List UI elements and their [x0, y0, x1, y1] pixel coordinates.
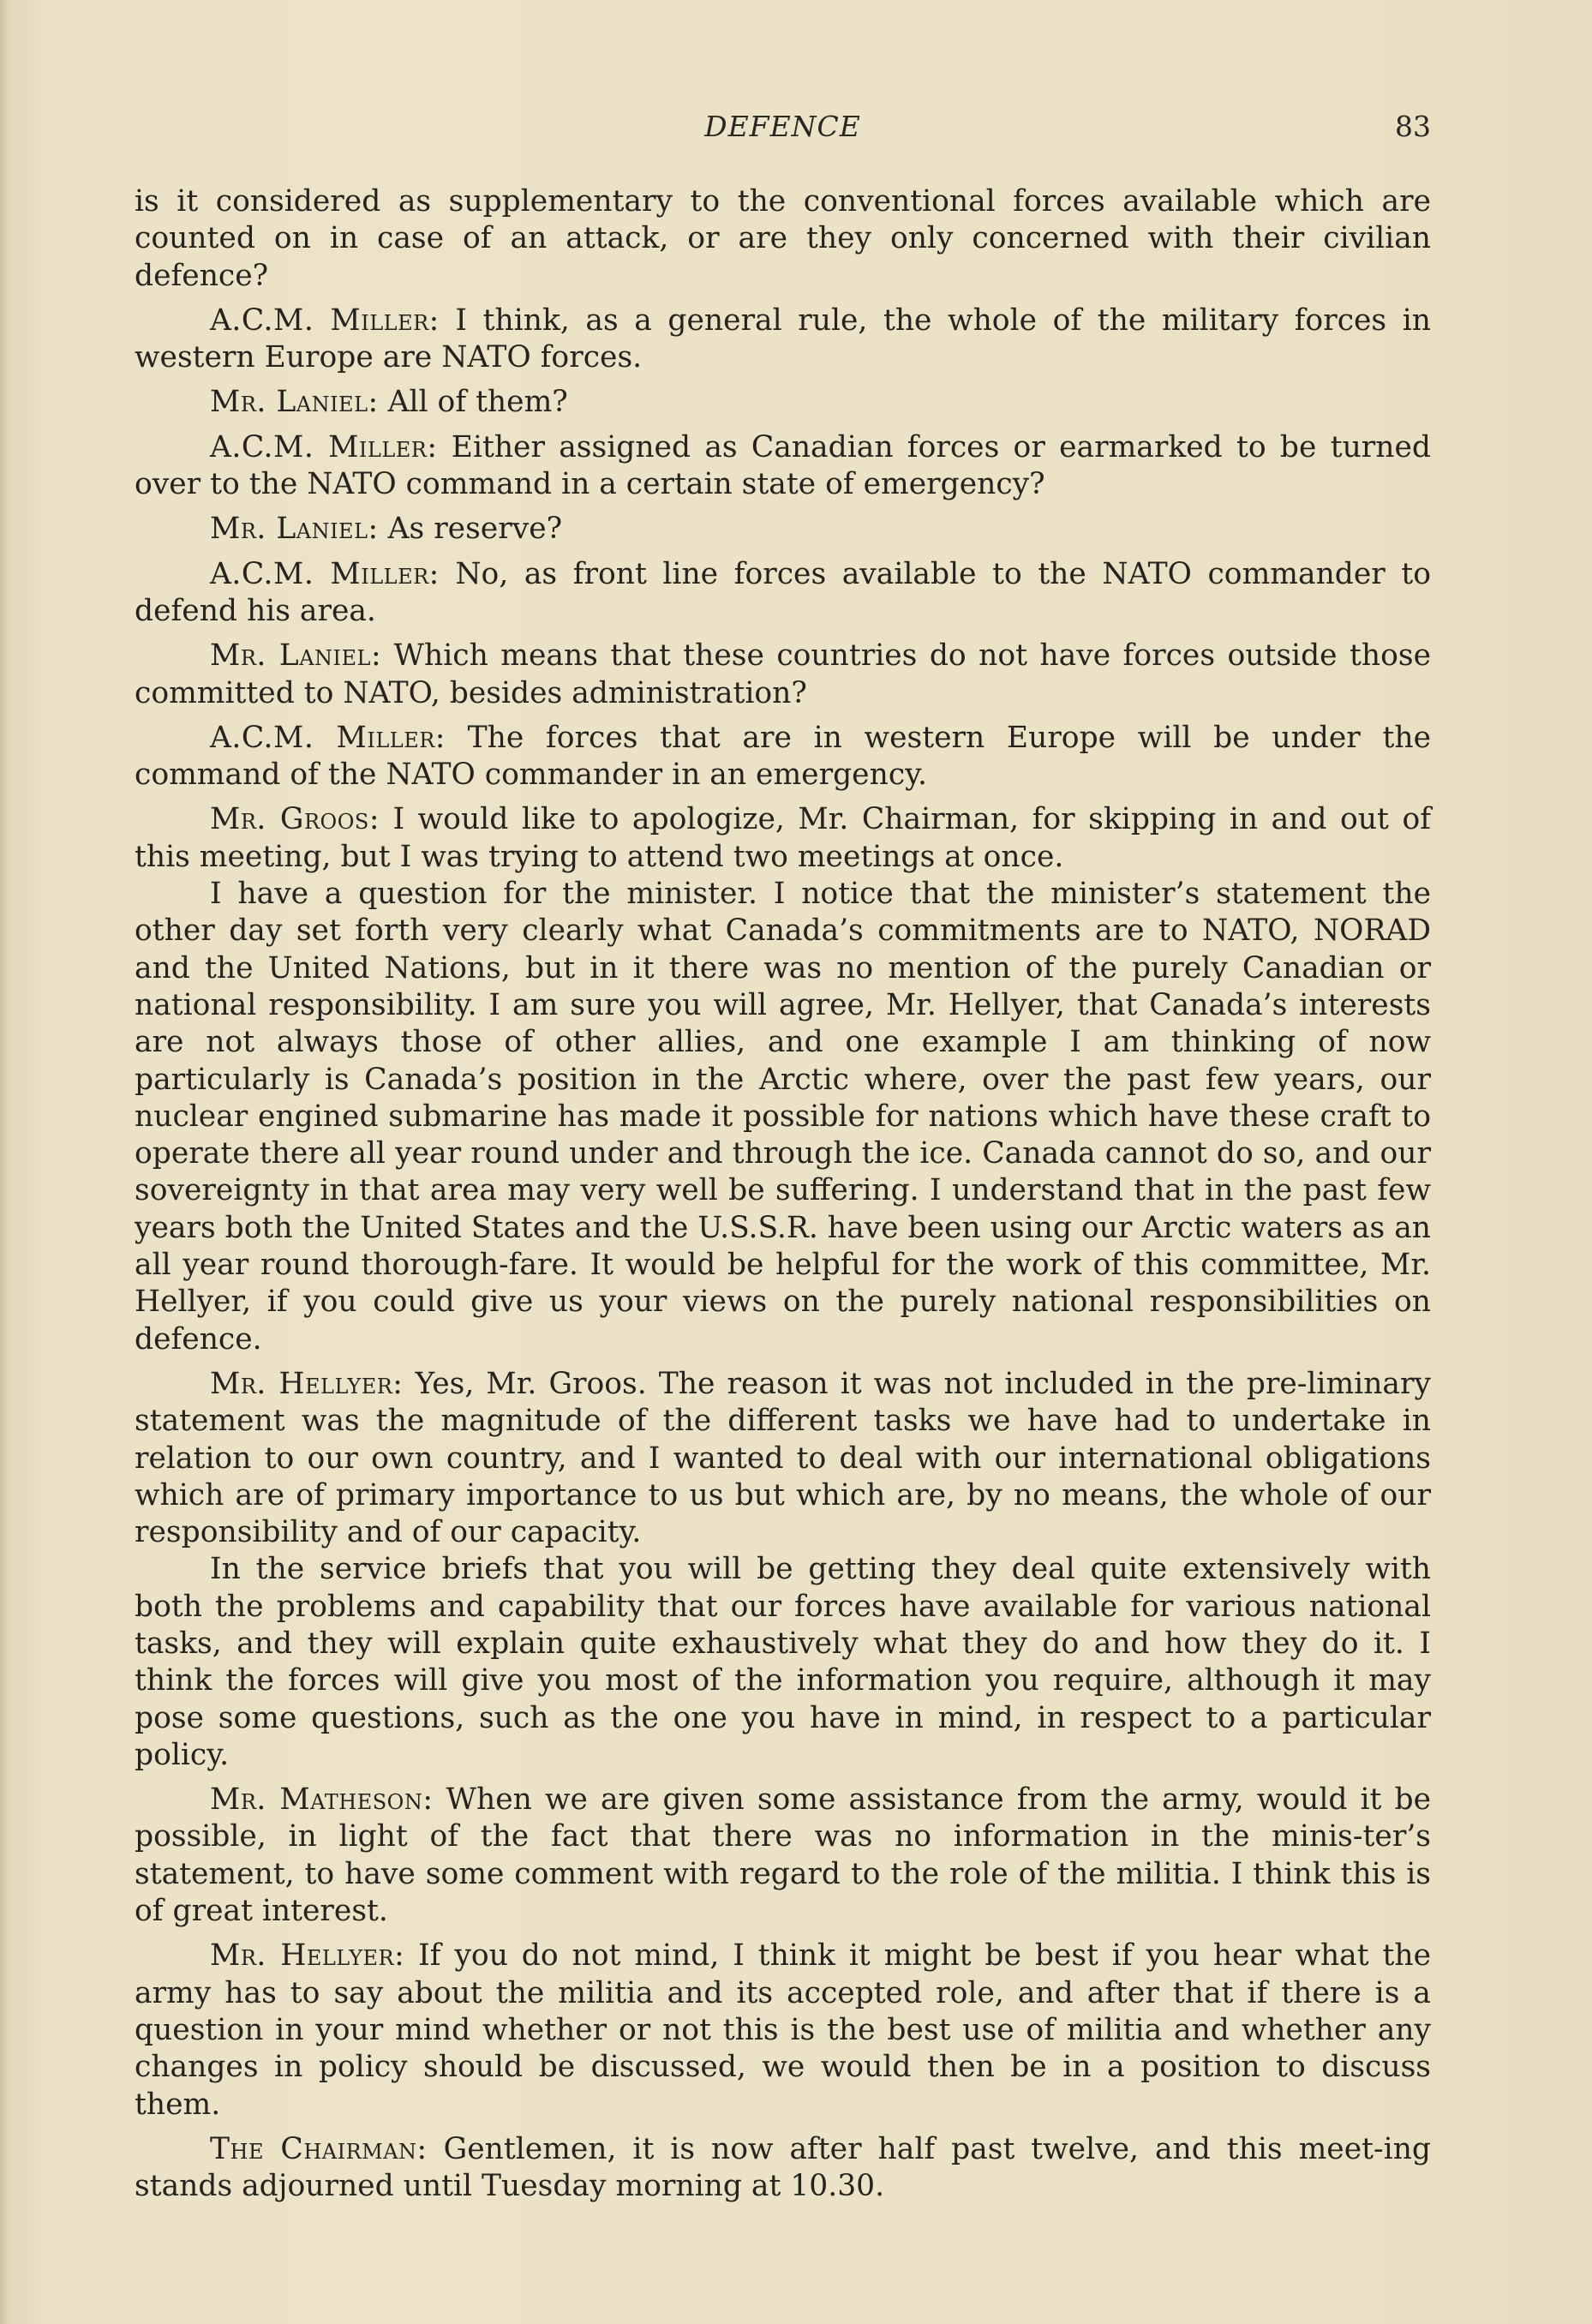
paragraph-text: I think, as a general rule, the whole of the military forces in western Europe are NATO forces. — [135, 302, 1431, 375]
body-text — [135, 183, 1431, 2213]
paragraph-text: All of them? — [378, 385, 568, 420]
speaker-name: A.C.M. Miller: — [210, 720, 446, 755]
page-binding-edge — [0, 0, 9, 2324]
speaker-name: A.C.M. Miller: — [210, 556, 440, 591]
speaker-name: Mr. Hellyer: — [210, 1366, 404, 1401]
paragraph-text: In the service briefs that you will be getting they deal quite extensively with both the problems and capability that our forces have available for various national tasks, and they will explain quite exhaustively what they do and how they do it. I think the forces will give you most of the information you require, although it may pose some questions, such as the one you have in mind, in respect to a particular policy. — [135, 1552, 1431, 1772]
paragraph-text: No, as front line forces available to the NATO commander to defend his area. — [135, 556, 1431, 628]
page-number: 83 — [1395, 110, 1431, 143]
paragraph-text: Which means that these countries do not have forces outside those committed to NATO, besides administration? — [135, 638, 1431, 710]
paragraph — [135, 2131, 1431, 2206]
paragraph-text: Yes, Mr. Groos. The reason it was not included in the pre-liminary statement was the magnitude of the different tasks we have had to undertake in relation to our own country, and I wanted to deal with our international obligations which are of primary importance to us but which are, by no means, the whole of our responsibility and of our capacity. — [135, 1366, 1431, 1550]
paragraph-text: When we are given some assistance from the army, would it be possible, in light of the fact that there was no information in the minis-ter’s statement, to have some comment with regard to the role of the militia. I think this is of great interest. — [135, 1782, 1431, 1929]
speaker-name: The Chairman: — [210, 2131, 428, 2166]
paragraph — [135, 1782, 1431, 1930]
speaker-name: A.C.M. Miller: — [210, 302, 440, 338]
paragraph-text: Either assigned as Canadian forces or earmarked to be turned over to the NATO command in a certain state of emergency? — [135, 429, 1431, 502]
paragraph — [135, 302, 1431, 377]
paragraph — [135, 720, 1431, 794]
paragraph — [135, 801, 1431, 876]
paragraph-text: I would like to apologize, Mr. Chairman, for skipping in and out of this meeting, but I was trying to attend two meetings at once. — [135, 802, 1431, 874]
paragraph — [135, 638, 1431, 712]
speaker-name: A.C.M. Miller: — [210, 429, 438, 464]
speaker-name: Mr. Groos: — [210, 802, 380, 837]
page-header — [135, 110, 1431, 151]
paragraph — [135, 384, 1431, 421]
paragraph-text: As reserve? — [378, 512, 563, 547]
paragraph-text: If you do not mind, I think it might be best if you hear what the army has to say about the militia and its accepted role, and after that if there is a question in your mind whether or not this is the best use of militia and whether any changes in policy should be discussed, we would then be in a position to discuss them. — [135, 1938, 1431, 2122]
paragraph — [135, 556, 1431, 631]
paragraph — [135, 1551, 1431, 1774]
speaker-name: Mr. Laniel: — [210, 512, 379, 547]
paragraph-text: I have a question for the minister. I notice that the minister’s statement the other day set forth very clearly what Canada’s commitments are to NATO, NORAD and the United Nations, but in it there was no mention of the purely Canadian or national responsibility. I am sure you will agree, Mr. Hellyer, that Canada’s interests are not always those of other allies, and one example I am thinking of now particularly is Canada’s position in the Arctic where, over the past few years, our nuclear engined submarine has made it possible for nations which have these craft to operate there all year round under and through the ice. Canada cannot do so, and our sovereignty in that area may very well be suffering. I understand that in the past few years both the United States and the U.S.S.R. have been using our Arctic waters as an all year round thorough-fare. It would be helpful for the work of this committee, Mr. Hellyer, if you could give us your views on the purely national responsibilities on defence. — [135, 877, 1431, 1357]
paragraph — [135, 1366, 1431, 1551]
paragraph-text: Gentlemen, it is now after half past twelve, and this meet-ing stands adjourned until Tuesday morning at 10.30. — [135, 2131, 1431, 2204]
speaker-name: Mr. Laniel: — [210, 638, 382, 674]
paragraph — [135, 429, 1431, 504]
paragraph — [135, 876, 1431, 1358]
paragraph — [135, 511, 1431, 548]
paragraph — [135, 1938, 1431, 2123]
speaker-name: Mr. Laniel: — [210, 385, 379, 420]
paragraph-text: The forces that are in western Europe will be under the command of the NATO commander in an emergency. — [135, 720, 1431, 793]
speaker-name: Mr. Hellyer: — [210, 1938, 405, 1974]
speaker-name: Mr. Matheson: — [210, 1782, 434, 1818]
paragraph-text: is it considered as supplementary to the conventional forces available which are counted on in case of an attack, or are they only concerned with their civilian defence? — [135, 184, 1431, 293]
running-title: DEFENCE — [704, 110, 861, 143]
paragraph — [135, 183, 1431, 295]
